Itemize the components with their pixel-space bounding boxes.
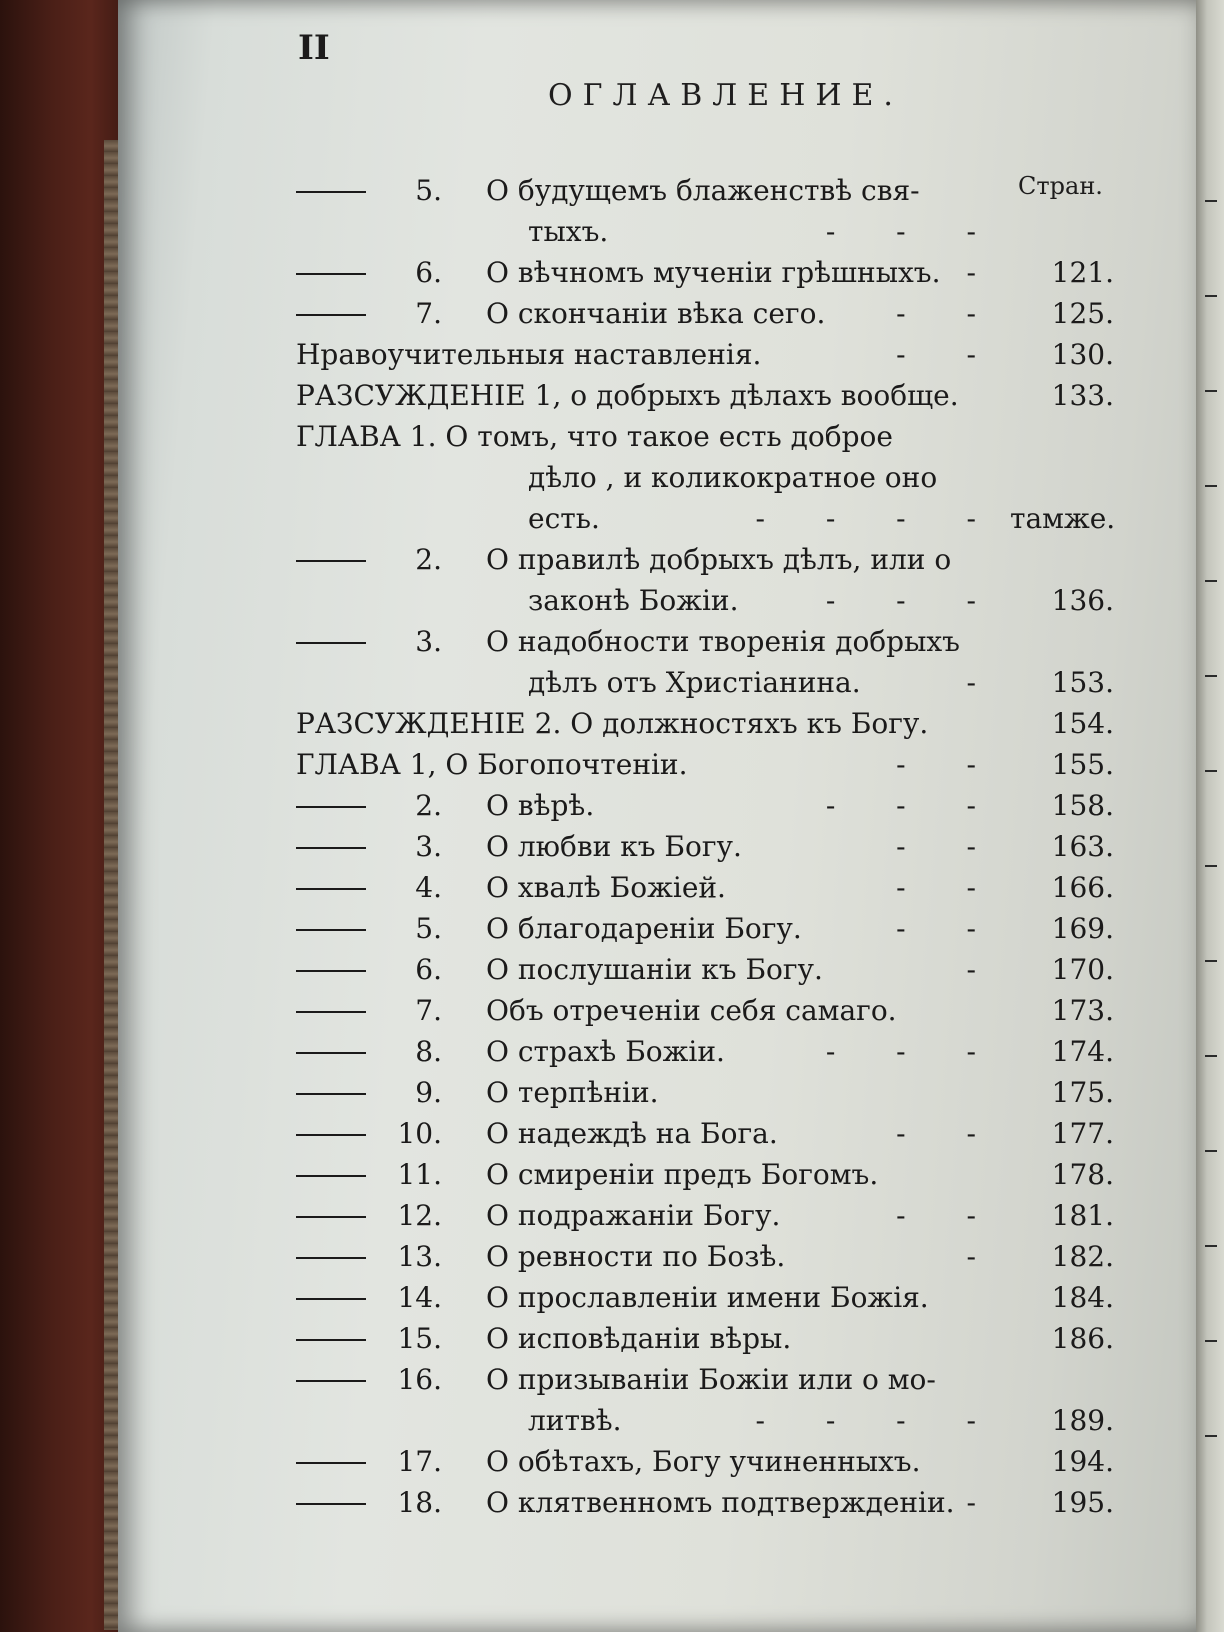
entry-page-number: 182.	[1051, 1240, 1114, 1273]
entry-title: РАЗСУЖДЕНІЕ 1, о добрыхъ дѣлахъ вообще.	[296, 379, 959, 412]
entry-leader-dots: - - -	[825, 584, 1002, 617]
entry-page-number: 174.	[1051, 1035, 1114, 1068]
toc-entry	[296, 910, 1114, 948]
entry-dash	[296, 1216, 366, 1218]
entry-dash	[296, 1503, 366, 1505]
entry-title: О хвалѣ Божіей.	[486, 871, 726, 904]
entry-title: законѣ Божіи.	[528, 584, 739, 617]
entry-title: литвѣ.	[528, 1404, 622, 1437]
toc-entry	[296, 1197, 1114, 1235]
entry-title: О смиреніи предъ Богомъ.	[486, 1158, 879, 1191]
adjacent-page-mark	[1205, 865, 1217, 867]
toc-entry	[296, 828, 1114, 866]
entry-title: О любви къ Богу.	[486, 830, 742, 863]
toc-entry	[296, 951, 1114, 989]
entry-number: 10.	[397, 1117, 442, 1150]
entry-page-number: 184.	[1051, 1281, 1114, 1314]
toc-entry	[296, 172, 1114, 210]
toc-entry	[296, 664, 1114, 702]
entry-title: есть.	[528, 502, 600, 535]
entry-number: 16.	[397, 1363, 442, 1396]
adjacent-page-mark	[1205, 390, 1217, 392]
entry-page-number: 163.	[1051, 830, 1114, 863]
entry-title: тыхъ.	[528, 215, 609, 248]
entry-title: О терпѣніи.	[486, 1076, 659, 1109]
entry-dash	[296, 847, 366, 849]
entry-page-number: 130.	[1051, 338, 1114, 371]
toc-entry	[296, 459, 1114, 497]
entry-number: 2.	[415, 543, 442, 576]
entry-page-number: 166.	[1051, 871, 1114, 904]
entry-title: Нравоучительныя наставленія.	[296, 338, 762, 371]
toc-entry	[296, 1320, 1114, 1358]
adjacent-page-mark	[1205, 960, 1217, 962]
entry-number: 18.	[397, 1486, 442, 1519]
entry-title: О исповѣданіи вѣры.	[486, 1322, 792, 1355]
entry-title: О вѣрѣ.	[486, 789, 595, 822]
entry-dash	[296, 1093, 366, 1095]
entry-page-number: 195.	[1051, 1486, 1114, 1519]
toc-entry	[296, 1402, 1114, 1440]
adjacent-page-mark	[1205, 1055, 1217, 1057]
entry-title: ГЛАВА 1. О томъ, что такое есть доброе	[296, 420, 893, 453]
adjacent-page-mark	[1205, 1150, 1217, 1152]
entry-number: 9.	[415, 1076, 442, 1109]
toc-entry	[296, 418, 1114, 456]
entry-title: О обѣтахъ, Богу учиненныхъ.	[486, 1445, 921, 1478]
entry-page-number: 194.	[1051, 1445, 1114, 1478]
entry-title: О правилѣ добрыхъ дѣлъ, или о	[486, 543, 952, 576]
entry-leader-dots: - - - -	[755, 502, 1002, 535]
entry-page-number: 173.	[1051, 994, 1114, 1027]
entry-title: О послушаніи къ Богу.	[486, 953, 823, 986]
entry-title: О будущемъ блаженствѣ свя-	[486, 174, 920, 207]
entry-title: О благодареніи Богу.	[486, 912, 802, 945]
entry-page-number: 178.	[1051, 1158, 1114, 1191]
toc-entry	[296, 1238, 1114, 1276]
entry-page-number: 154.	[1051, 707, 1114, 740]
entry-number: 13.	[397, 1240, 442, 1273]
entry-number: 7.	[415, 994, 442, 1027]
entry-title: дѣлъ отъ Христіанина.	[528, 666, 861, 699]
entry-leader-dots: - -	[896, 1199, 1002, 1232]
entry-title: О ревности по Бозѣ.	[486, 1240, 786, 1273]
entry-page-number: 186.	[1051, 1322, 1114, 1355]
entry-page-number: 175.	[1051, 1076, 1114, 1109]
toc-entry	[296, 541, 1114, 579]
toc-entry	[296, 1033, 1114, 1071]
toc-entry	[296, 1156, 1114, 1194]
entry-page-number: 136.	[1051, 584, 1114, 617]
entry-number: 3.	[415, 830, 442, 863]
entry-number: 7.	[415, 297, 442, 330]
entry-dash	[296, 970, 366, 972]
entry-leader-dots: -	[966, 953, 1002, 986]
adjacent-page-mark	[1205, 580, 1217, 582]
adjacent-page-mark	[1205, 770, 1217, 772]
entry-leader-dots: -	[966, 256, 1002, 289]
entry-leader-dots: - - -	[825, 789, 1002, 822]
toc-entry	[296, 1279, 1114, 1317]
adjacent-page-mark	[1205, 1340, 1217, 1342]
toc-entry	[296, 992, 1114, 1030]
toc-entry	[296, 705, 1114, 743]
entry-number: 14.	[397, 1281, 442, 1314]
entry-leader-dots: - -	[896, 871, 1002, 904]
entry-title: О надеждѣ на Бога.	[486, 1117, 778, 1150]
entry-title: ГЛАВА 1, О Богопочтеніи.	[296, 748, 688, 781]
entry-number: 4.	[415, 871, 442, 904]
entry-dash	[296, 1298, 366, 1300]
entry-dash	[296, 1134, 366, 1136]
entry-leader-dots: -	[966, 1486, 1002, 1519]
toc-entry	[296, 1361, 1114, 1399]
entry-number: 6.	[415, 953, 442, 986]
toc-entry	[296, 500, 1114, 538]
entry-title: О скончаніи вѣка сего.	[486, 297, 826, 330]
entry-leader-dots: -	[966, 666, 1002, 699]
entry-page-number: 181.	[1051, 1199, 1114, 1232]
entry-leader-dots: - - -	[825, 1035, 1002, 1068]
toc-entry	[296, 623, 1114, 661]
entry-number: 5.	[415, 174, 442, 207]
entry-number: 8.	[415, 1035, 442, 1068]
entry-page-number: тамже.	[1010, 502, 1116, 535]
entry-dash	[296, 642, 366, 644]
entry-number: 2.	[415, 789, 442, 822]
entry-title: О надобности творенія добрыхъ	[486, 625, 960, 658]
adjacent-page-mark	[1205, 1435, 1217, 1437]
page-title: ОГЛАВЛЕНИЕ.	[548, 78, 903, 113]
entry-dash	[296, 1462, 366, 1464]
entry-number: 3.	[415, 625, 442, 658]
toc-entry	[296, 869, 1114, 907]
toc-entry	[296, 1115, 1114, 1153]
entry-dash	[296, 273, 366, 275]
entry-page-number: 125.	[1051, 297, 1114, 330]
entry-leader-dots: - -	[896, 297, 1002, 330]
toc-entry	[296, 295, 1114, 333]
entry-title: дѣло , и коликократное оно	[528, 461, 938, 494]
toc-entry	[296, 787, 1114, 825]
page-column-header: Стран.	[1018, 172, 1103, 200]
entry-title: О страхѣ Божіи.	[486, 1035, 725, 1068]
adjacent-page-mark	[1205, 200, 1217, 202]
entry-dash	[296, 560, 366, 562]
toc-entry	[296, 1443, 1114, 1481]
entry-page-number: 133.	[1051, 379, 1114, 412]
entry-leader-dots: - - - -	[755, 1404, 1002, 1437]
entry-number: 15.	[397, 1322, 442, 1355]
entry-leader-dots: - -	[896, 1117, 1002, 1150]
entry-leader-dots: - -	[896, 748, 1002, 781]
entry-dash	[296, 1052, 366, 1054]
adjacent-page-mark	[1205, 1245, 1217, 1247]
entry-dash	[296, 314, 366, 316]
entry-page-number: 170.	[1051, 953, 1114, 986]
entry-title: Объ отреченіи себя самаго.	[486, 994, 897, 1027]
toc-entry	[296, 746, 1114, 784]
entry-leader-dots: - -	[896, 830, 1002, 863]
adjacent-page-mark	[1205, 295, 1217, 297]
entry-page-number: 189.	[1051, 1404, 1114, 1437]
entry-dash	[296, 929, 366, 931]
entry-dash	[296, 191, 366, 193]
entry-number: 6.	[415, 256, 442, 289]
entry-dash	[296, 806, 366, 808]
entry-page-number: 155.	[1051, 748, 1114, 781]
toc-entry	[296, 254, 1114, 292]
entry-leader-dots: -	[966, 1240, 1002, 1273]
adjacent-page-mark	[1205, 485, 1217, 487]
entry-page-number: 121.	[1051, 256, 1114, 289]
entry-dash	[296, 1011, 366, 1013]
toc-entry	[296, 1484, 1114, 1522]
entry-page-number: 177.	[1051, 1117, 1114, 1150]
entry-number: 5.	[415, 912, 442, 945]
entry-title: РАЗСУЖДЕНІЕ 2. О должностяхъ къ Богу.	[296, 707, 929, 740]
entry-title: О вѣчномъ мученіи грѣшныхъ.	[486, 256, 941, 289]
adjacent-page-mark	[1205, 675, 1217, 677]
toc-entry	[296, 582, 1114, 620]
entry-page-number: 158.	[1051, 789, 1114, 822]
entry-page-number: 169.	[1051, 912, 1114, 945]
toc-entry	[296, 1074, 1114, 1112]
entry-dash	[296, 1257, 366, 1259]
entry-leader-dots: - -	[896, 912, 1002, 945]
entry-leader-dots: - -	[896, 338, 1002, 371]
entry-number: 11.	[397, 1158, 442, 1191]
entry-title: О клятвенномъ подтвержденіи.	[486, 1486, 955, 1519]
entry-title: О призываніи Божіи или о мо-	[486, 1363, 936, 1396]
entry-number: 17.	[397, 1445, 442, 1478]
page-number: II	[298, 28, 330, 68]
toc-entry	[296, 213, 1114, 251]
entry-dash	[296, 1380, 366, 1382]
entry-dash	[296, 1175, 366, 1177]
toc-entry	[296, 377, 1114, 415]
entry-dash	[296, 1339, 366, 1341]
toc-entry	[296, 336, 1114, 374]
entry-title: О подражаніи Богу.	[486, 1199, 781, 1232]
entry-leader-dots: - - -	[825, 215, 1002, 248]
entry-dash	[296, 888, 366, 890]
entry-page-number: 153.	[1051, 666, 1114, 699]
entry-number: 12.	[397, 1199, 442, 1232]
entry-title: О прославленіи имени Божія.	[486, 1281, 929, 1314]
